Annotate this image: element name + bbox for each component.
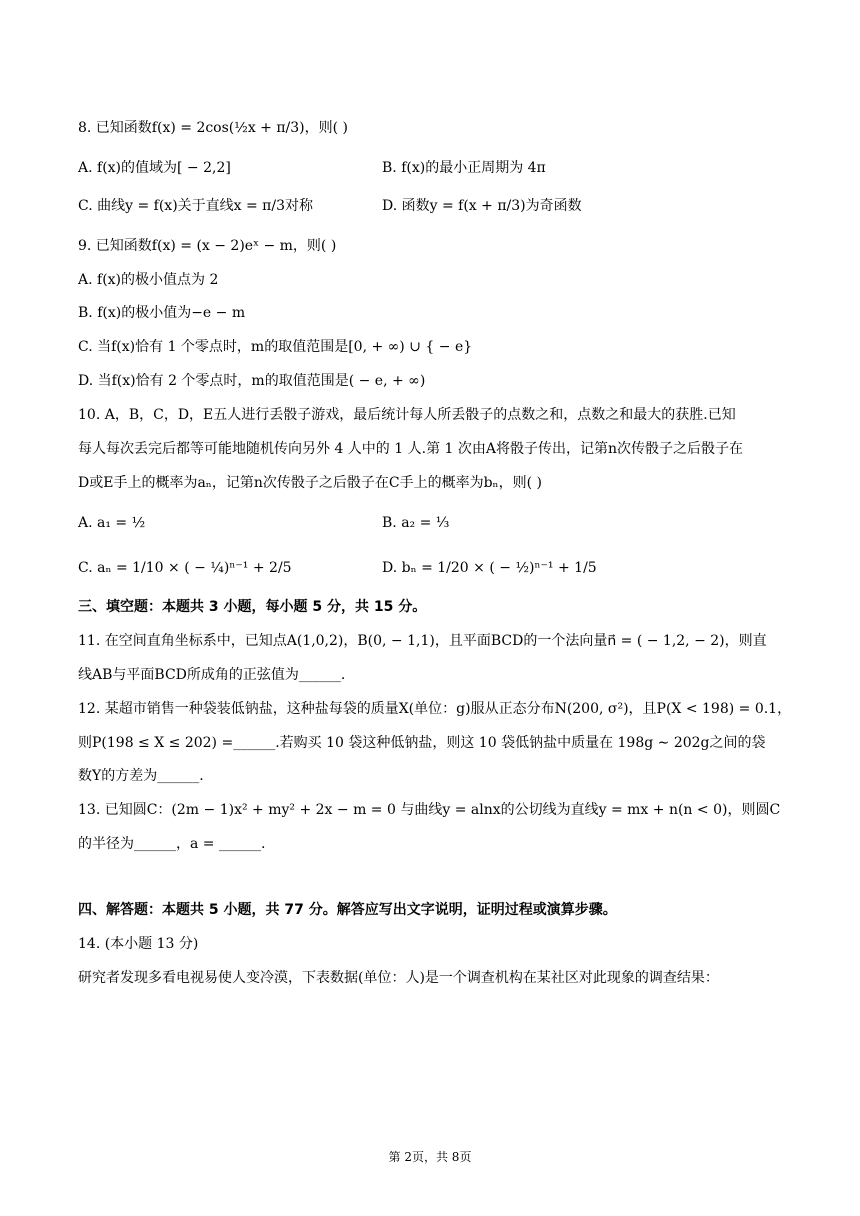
- section-3-heading: 三、填空题：本题共 3 小题，每小题 5 分，共 15 分。: [78, 599, 427, 615]
- q10-line-3: D或E手上的概率为aₙ，记第n次传骰子之后骰子在C手上的概率为bₙ，则( ): [78, 475, 542, 491]
- q8-option-b: B. f(x)的最小正周期为 4π: [382, 160, 546, 176]
- q12-line-2: 则P(198 ≤ X ≤ 202) =______.若购买 10 袋这种低钠盐，则这 10 袋低钠盐中质量在 198g ∼ 202g之间的袋: [78, 735, 766, 751]
- q9-stem: 9. 已知函数f(x) = (x − 2)eˣ − m，则( ): [78, 238, 337, 254]
- q9-option-b: B. f(x)的极小值为−e − m: [78, 305, 246, 321]
- q10-option-a: A. a₁ = ½: [78, 515, 146, 531]
- q12-line-1: 12. 某超市销售一种袋装低钠盐，这种盐每袋的质量X(单位：g)服从正态分布N(200, σ²)，且P(X < 198) = 0.1，: [78, 701, 792, 717]
- q11-line-1: 11. 在空间直角坐标系中，已知点A(1,0,2)，B(0, − 1,1)，且平面BCD的一个法向量n⃗ = ( − 1,2, − 2)，则直: [78, 633, 767, 649]
- page-footer: 第 2页，共 8页: [388, 1150, 472, 1164]
- q8-stem: 8. 已知函数f(x) = 2cos(½x + π/3)，则( ): [78, 120, 349, 136]
- q10-line-2: 每人每次丢完后都等可能地随机传向另外 4 人中的 1 人.第 1 次由A将骰子传出，记第n次传骰子之后骰子在: [78, 441, 743, 457]
- section-4-heading: 四、解答题：本题共 5 小题，共 77 分。解答应写出文字说明，证明过程或演算步骤。: [78, 902, 617, 918]
- q9-option-c: C. 当f(x)恰有 1 个零点时，m的取值范围是[0, + ∞) ∪ { − e}: [78, 339, 473, 355]
- q8-option-c: C. 曲线y = f(x)关于直线x = π/3对称: [78, 198, 314, 214]
- q13-line-2: 的半径为______，a = ______.: [78, 836, 266, 852]
- q10-option-b: B. a₂ = ⅓: [382, 515, 450, 531]
- q11-line-2: 线AB与平面BCD所成角的正弦值为______.: [78, 667, 346, 683]
- q14-line-1: 研究者发现多看电视易使人变冷漠，下表数据(单位：人)是一个调查机构在某社区对此现象的调查结果：: [78, 970, 719, 986]
- q14-title: 14. (本小题 13 分): [78, 936, 199, 952]
- q13-line-1: 13. 已知圆C：(2m − 1)x² + my² + 2x − m = 0 与曲线y = alnx的公切线为直线y = mx + n(n < 0)，则圆C: [78, 802, 781, 818]
- q8-option-d: D. 函数y = f(x + π/3)为奇函数: [382, 198, 582, 214]
- q8-option-a: A. f(x)的值域为[ − 2,2]: [78, 160, 231, 176]
- q10-option-d: D. bₙ = 1/20 × ( − ½)ⁿ⁻¹ + 1/5: [382, 560, 597, 576]
- q9-option-a: A. f(x)的极小值点为 2: [78, 272, 219, 288]
- q9-option-d: D. 当f(x)恰有 2 个零点时，m的取值范围是( − e, + ∞): [78, 373, 426, 389]
- q10-option-c: C. aₙ = 1/10 × ( − ¼)ⁿ⁻¹ + 2/5: [78, 560, 292, 576]
- q10-line-1: 10. A，B，C，D，E五人进行丢骰子游戏，最后统计每人所丢骰子的点数之和，点数之和最大的获胜.已知: [78, 407, 736, 423]
- q12-line-3: 数Y的方差为______.: [78, 768, 204, 784]
